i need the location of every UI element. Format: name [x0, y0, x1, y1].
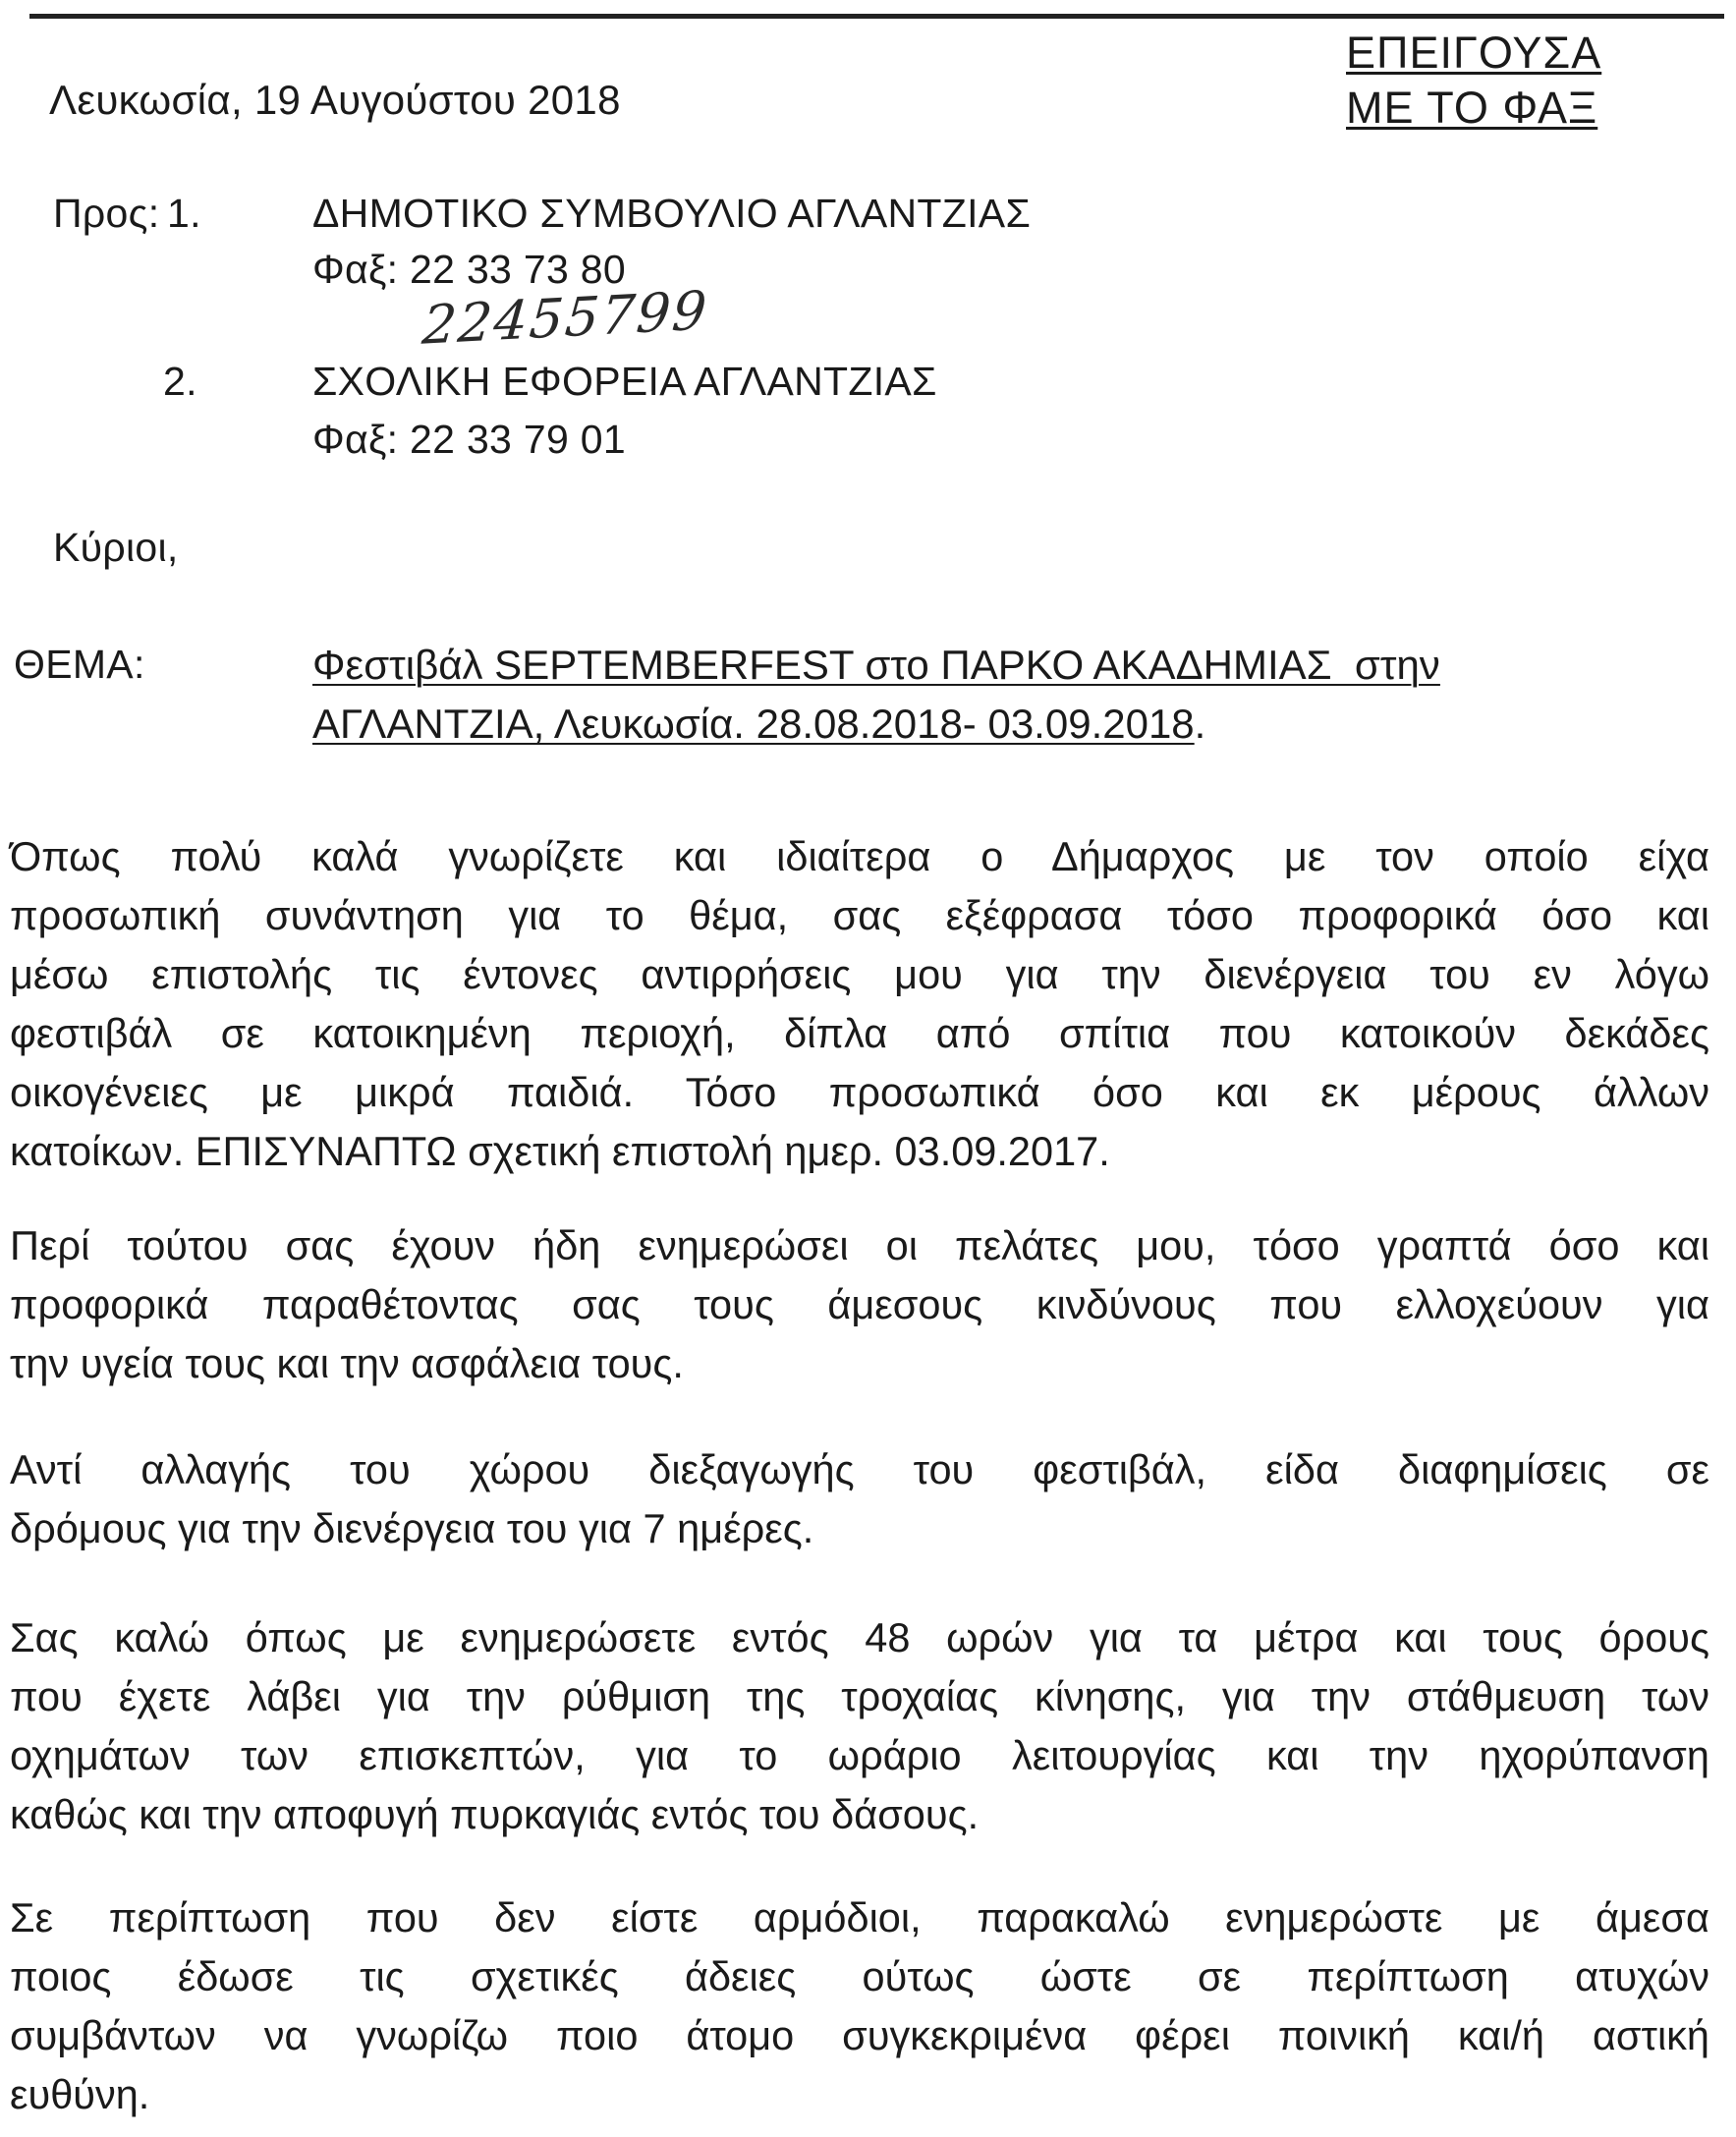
recipient-1-number: 1.	[167, 191, 201, 236]
paragraph-line: προφορικά παραθέτοντας σας τους άμεσους κινδύνους που ελλοχεύουν για	[10, 1281, 1709, 1327]
body-paragraph-3	[10, 1440, 1709, 1558]
paragraph-line: καθώς και την αποφυγή πυρκαγιάς εντός του δάσους.	[10, 1791, 980, 1837]
top-rule	[29, 14, 1724, 19]
subject-line-2-text: ΑΓΛΑΝΤΖΙΑ, Λευκωσία. 28.08.2018- 03.09.2018	[312, 701, 1195, 747]
paragraph-line: κατοίκων. ΕΠΙΣΥΝΑΠΤΩ σχετική επιστολή ημερ. 03.09.2017.	[10, 1128, 1110, 1174]
recipient-2-name: ΣΧΟΛΙΚΗ ΕΦΟΡΕΙΑ ΑΓΛΑΝΤΖΙΑΣ	[312, 359, 937, 404]
paragraph-line: ποιος έδωσε τις σχετικές άδειες ούτως ώστε σε περίπτωση ατυχών	[10, 1953, 1709, 1999]
handwritten-fax-number: 22455799	[420, 279, 711, 357]
body-paragraph-5	[10, 1888, 1709, 2124]
subject-line-2	[312, 700, 1205, 749]
to-label: Προς:	[53, 191, 160, 236]
paragraph-line: οχημάτων των επισκεπτών, για το ωράριο λειτουργίας και την ηχορύπανση	[10, 1732, 1709, 1778]
paragraph-line: Περί τούτου σας έχουν ήδη ενημερώσει οι πελάτες μου, τόσο γραπτά όσο και	[10, 1222, 1709, 1268]
body-paragraph-1	[10, 827, 1709, 1181]
paragraph-line: οικογένειες με μικρά παιδιά. Τόσο προσωπικά όσο και εκ μέρους άλλων	[10, 1069, 1709, 1115]
subject-line-1	[312, 641, 1708, 690]
recipient-2-fax: Φαξ: 22 33 79 01	[312, 417, 626, 462]
subject-label: ΘΕΜΑ:	[14, 642, 145, 687]
paragraph-line: ευθύνη.	[10, 2071, 150, 2117]
paragraph-line: Όπως πολύ καλά γνωρίζετε και ιδιαίτερα ο Δήμαρχος με τον οποίο είχα	[10, 833, 1709, 879]
paragraph-line: φεστιβάλ σε κατοικημένη περιοχή, δίπλα από σπίτια που κατοικούν δεκάδες	[10, 1010, 1709, 1056]
body-paragraph-2	[10, 1216, 1709, 1393]
subject-line-2-period: .	[1194, 701, 1206, 747]
by-fax-label: ΜΕ ΤΟ ΦΑΞ	[1346, 83, 1598, 133]
recipient-1-name: ΔΗΜΟΤΙΚΟ ΣΥΜΒΟΥΛΙΟ ΑΓΛΑΝΤΖΙΑΣ	[312, 191, 1032, 236]
paragraph-line: δρόμους για την διενέργεια του για 7 ημέρες.	[10, 1505, 814, 1551]
subject-line-1-text: Φεστιβάλ SEPTEMBERFEST στο ΠΑΡΚΟ ΑΚΑΔΗΜΙΑΣ στην	[312, 642, 1440, 688]
urgent-label: ΕΠΕΙΓΟΥΣΑ	[1346, 28, 1602, 78]
salutation: Κύριοι,	[53, 525, 179, 570]
paragraph-line: Σας καλώ όπως με ενημερώσετε εντός 48 ωρών για τα μέτρα και τους όρους	[10, 1614, 1709, 1660]
paragraph-line: μέσω επιστολής τις έντονες αντιρρήσεις μου για την διενέργεια του εν λόγω	[10, 951, 1709, 997]
recipient-1-fax: Φαξ: 22 33 73 80	[312, 247, 626, 292]
paragraph-line: προσωπική συνάντηση για το θέμα, σας εξέφρασα τόσο προφορικά όσο και	[10, 892, 1709, 938]
body-paragraph-4	[10, 1608, 1709, 1844]
paragraph-line: Σε περίπτωση που δεν είστε αρμόδιοι, παρακαλώ ενημερώστε με άμεσα	[10, 1894, 1709, 1940]
paragraph-line: Αντί αλλαγής του χώρου διεξαγωγής του φεστιβάλ, είδα διαφημίσεις σε	[10, 1446, 1709, 1492]
paragraph-line: συμβάντων να γνωρίζω ποιο άτομο συγκεκριμένα φέρει ποινική και/ή αστική	[10, 2012, 1709, 2058]
paragraph-line: την υγεία τους και την ασφάλεια τους.	[10, 1340, 684, 1386]
paragraph-line: που έχετε λάβει για την ρύθμιση της τροχαίας κίνησης, για την στάθμευση των	[10, 1673, 1709, 1719]
place-date: Λευκωσία, 19 Αυγούστου 2018	[49, 77, 621, 123]
recipient-2-number: 2.	[163, 359, 197, 404]
